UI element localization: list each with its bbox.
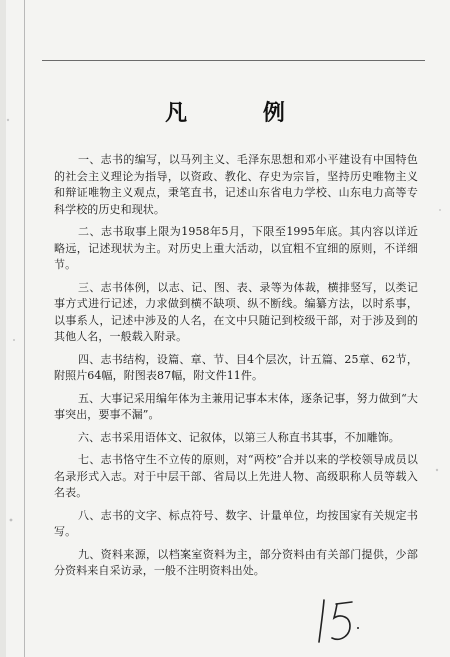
guideline-paragraph-6: 六、志书采用语体文、记叙体，以第三人称直书其事，不加雕饰。: [78, 430, 400, 444]
guideline-paragraph-4: 四、志书结构，设篇、章、节、目4个层次，计五篇、25章、62节，附照片64幅，附图表87幅，附文件11件。: [54, 352, 418, 382]
page-title: 凡 例: [165, 100, 319, 126]
guideline-paragraph-3: 三、志书体例，以志、记、图、表、录等为体裁，横排竖写，以类记事方式进行记述，力求做到横不缺项、纵不断线。编纂方法，以时系事，以事系人，记述中涉及的人名，在文中只随记到校级干部，对于涉及到的其他人名，一般载入附录。: [54, 280, 418, 343]
guideline-paragraph-7: 七、志书恪守生不立传的原则，对“两校”合并以来的学校领导成员以名录形式入志。对于中层干部、省局以上先进人物、高级职称人员等载入名表。: [54, 453, 418, 499]
guideline-paragraph-2: 二、志书取事上限为1958年5月，下限至1995年底。其内容以详近略远，记述现状为主。对历史上重大活动，以宜粗不宜细的原则，不详细节。: [54, 225, 418, 271]
guideline-paragraph-9: 九、资料来源，以档案室资料为主，部分资料由有关部门提供，少部分资料来自采访录，一般不注明资料出处。: [54, 547, 418, 577]
header-rule: [42, 60, 425, 61]
guideline-paragraph-5: 五、大事记采用编年体为主兼用记事本末体，逐条记事，努力做到“大事突出，要事不漏”。: [54, 391, 418, 421]
handwritten-page-number: [306, 596, 366, 646]
guideline-paragraph-8: 八、志书的文字、标点符号、数字、计量单位，均按国家有关规定书写。: [54, 508, 418, 538]
guideline-paragraph-1: 一、志书的编写，以马列主义、毛泽东思想和邓小平建设有中国特色的社会主义理论为指导，以资政、教化、存史为宗旨，坚持历史唯物主义和辩证唯物主义观点，秉笔直书，记述山东省电力学校、山东电力高等专科学校的历史和现状。: [54, 153, 418, 216]
guidelines-body: [54, 152, 418, 586]
